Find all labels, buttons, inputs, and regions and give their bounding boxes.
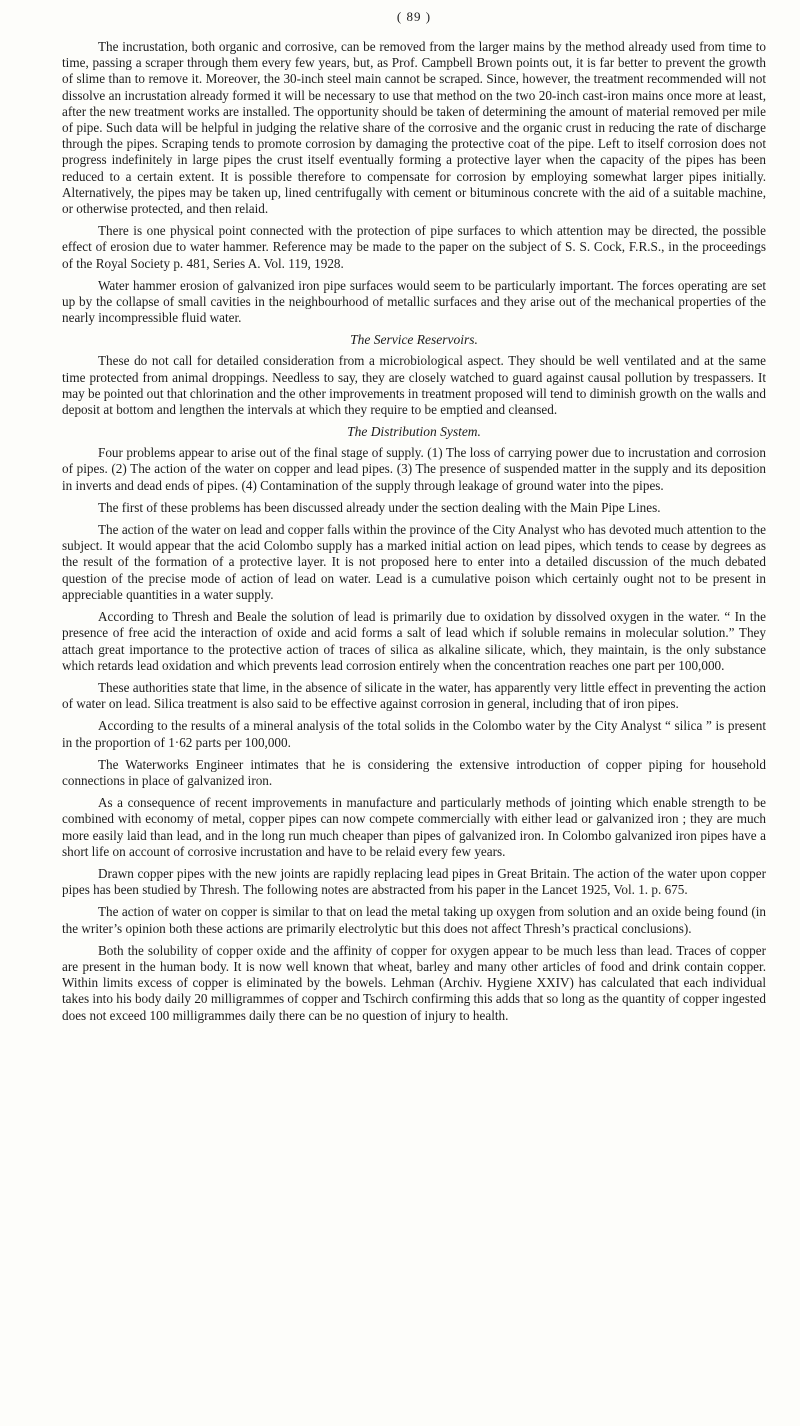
- paragraph-mineral-analysis: According to the results of a mineral analysis of the total solids in the Colombo water by the City Analyst “ silica ” is present in the proportion of 1·62 parts per 100,000.: [62, 718, 766, 750]
- heading-service-reservoirs: The Service Reservoirs.: [350, 332, 478, 348]
- paragraph-water-hammer-reference: There is one physical point connected with the protection of pipe surfaces to which attention may be directed, the possible effect of erosion due to water hammer. Reference may be made to the paper on the subject of S. S. Cock, F.R.S., in the proceedings of the Royal Society p. 481, Series A. Vol. 119, 1928.: [62, 223, 766, 271]
- paragraph-copper-piping: The Waterworks Engineer intimates that he is considering the extensive introduction of copper piping for household connections in place of galvanized iron.: [62, 756, 766, 788]
- paragraph-water-on-copper: The action of water on copper is similar to that on lead the metal taking up oxygen from solution and an oxide being found (in the writer’s opinion both these actions are primarily electrolytic but this does not affect Thresh’s practical conclusions).: [62, 904, 766, 936]
- page-number: ( 89 ): [396, 9, 432, 24]
- paragraph-drawn-copper-pipes: Drawn copper pipes with the new joints are rapidly replacing lead pipes in Great Britain. The action of the water upon copper pipes has been studied by Thresh. The following notes are abstracted from his paper in the Lancet 1925, Vol. 1. p. 675.: [62, 865, 766, 898]
- paragraph-thresh-beale: According to Thresh and Beale the solution of lead is primarily due to oxidation by dissolved oxygen in the water. “ In the presence of free acid the interaction of oxide and acid forms a salt of lead which if soluble remains in molecular solution.” They attach great importance to the protective action of traces of silica as alkaline silicate, which, they maintain, is the only substance which retards lead oxidation and which prevents lead corrosion entirely when the concentration reaches one part per 100,000.: [62, 609, 766, 673]
- heading-distribution-system: The Distribution System.: [347, 424, 481, 440]
- paragraph-manufacture-improvements: As a consequence of recent improvements in manufacture and particularly methods of jointing which enable strength to be combined with economy of metal, copper pipes can now compete commercially with either lead or galvanized iron ; they are much more easily laid than lead, and in the long run much cheaper than pipes of galvanized iron. In Colombo galvanized iron pipes have a short life on account of corrosive incrustation and have to be relaid every few years.: [62, 795, 766, 859]
- paragraph-four-problems: Four problems appear to arise out of the final stage of supply. (1) The loss of carrying power due to incrustation and corrosion of pipes. (2) The action of the water on copper and lead pipes. (3) The presence of suspended matter in the supply and its deposition in inverts and dead ends of pipes. (4) Contamination of the supply through leakage of ground water into the pipes.: [62, 445, 766, 493]
- paragraph-incrustation: The incrustation, both organic and corrosive, can be removed from the larger mains by the method already used from time to time, passing a scraper through them every few years, but, as Prof. Campbell Brown points out, it is far better to prevent the growth of slime than to remove it. Moreover, the 30-inch steel main cannot be scraped. Since, however, the treatment recommended will not dissolve an incrustation already formed it will be necessary to use that method on the two 20-inch cast-iron mains once more at least, after the new treatment works are installed. The opportunity should be taken of determining the amount of material removed per mile of pipe. Such data will be helpful in judging the relative share of the corrosive and the organic crust in reducing the rate of discharge through the pipes. Scraping tends to promote corrosion by damaging the protective coat of the pipe. Left to itself corrosion does not progress indefinitely in large pipes the crust itself eventually forming a protective layer when the capacity of the pipes has been reduced to a certain extent. It is possible therefore to compensate for corrosion by employing somewhat larger pipes initially. Alternatively, the pipes may be taken up, lined centrifugally with cement or bituminous concrete with the aid of a suitable machine, or otherwise protected, and then relaid.: [62, 39, 766, 217]
- paragraph-lime-silica: These authorities state that lime, in the absence of silicate in the water, has apparently very little effect in preventing the action of water on lead. Silica treatment is also said to be effective against corrosion in general, including that of iron pipes.: [62, 679, 766, 712]
- paragraph-water-hammer-erosion: Water hammer erosion of galvanized iron pipe surfaces would seem to be particularly important. The forces operating are set up by the collapse of small cavities in the neighbourhood of metallic surfaces and they arise out of the mechanical properties of the nearly incompressible fluid water.: [62, 277, 766, 326]
- paragraph-copper-solubility: Both the solubility of copper oxide and the affinity of copper for oxygen appear to be much less than lead. Traces of copper are present in the human body. It is now well known that wheat, barley and many other articles of food and drink contain copper. Within limits excess of copper is eliminated by the bowels. Lehman (Archiv. Hygiene XXIV) has calculated that each individual takes into his body daily 20 milligrammes of copper and Tschirch confirming this adds that so long as the quantity of copper ingested does not exceed 100 milligrammes daily there can be no question of injury to health.: [62, 942, 766, 1023]
- paragraph-lead-copper-action: The action of the water on lead and copper falls within the province of the City Analyst who has devoted much attention to the subject. It would appear that the acid Colombo supply has a marked initial action on lead pipes, which tends to cease by degrees as the result of the formation of a protective layer. It is not proposed here to enter into a detailed discussion of the much debated question of the precise mode of action of lead on water. Lead is a cumulative poison which certainly ought not to be present in appreciable quantities in a water supply.: [62, 522, 766, 602]
- paragraph-reservoirs: These do not call for detailed consideration from a microbiological aspect. They should be well ventilated and at the same time protected from animal droppings. Needless to say, they are closely watched to guard against causal pollution by trespassers. It may be pointed out that chlorination and the other improvements in treatment proposed will tend to diminish growth on the walls and deposit at bottom and lengthen the intervals at which they require to be emptied and cleansed.: [62, 353, 766, 418]
- paragraph-first-problem: The first of these problems has been discussed already under the section dealing with the Main Pipe Lines.: [98, 499, 661, 515]
